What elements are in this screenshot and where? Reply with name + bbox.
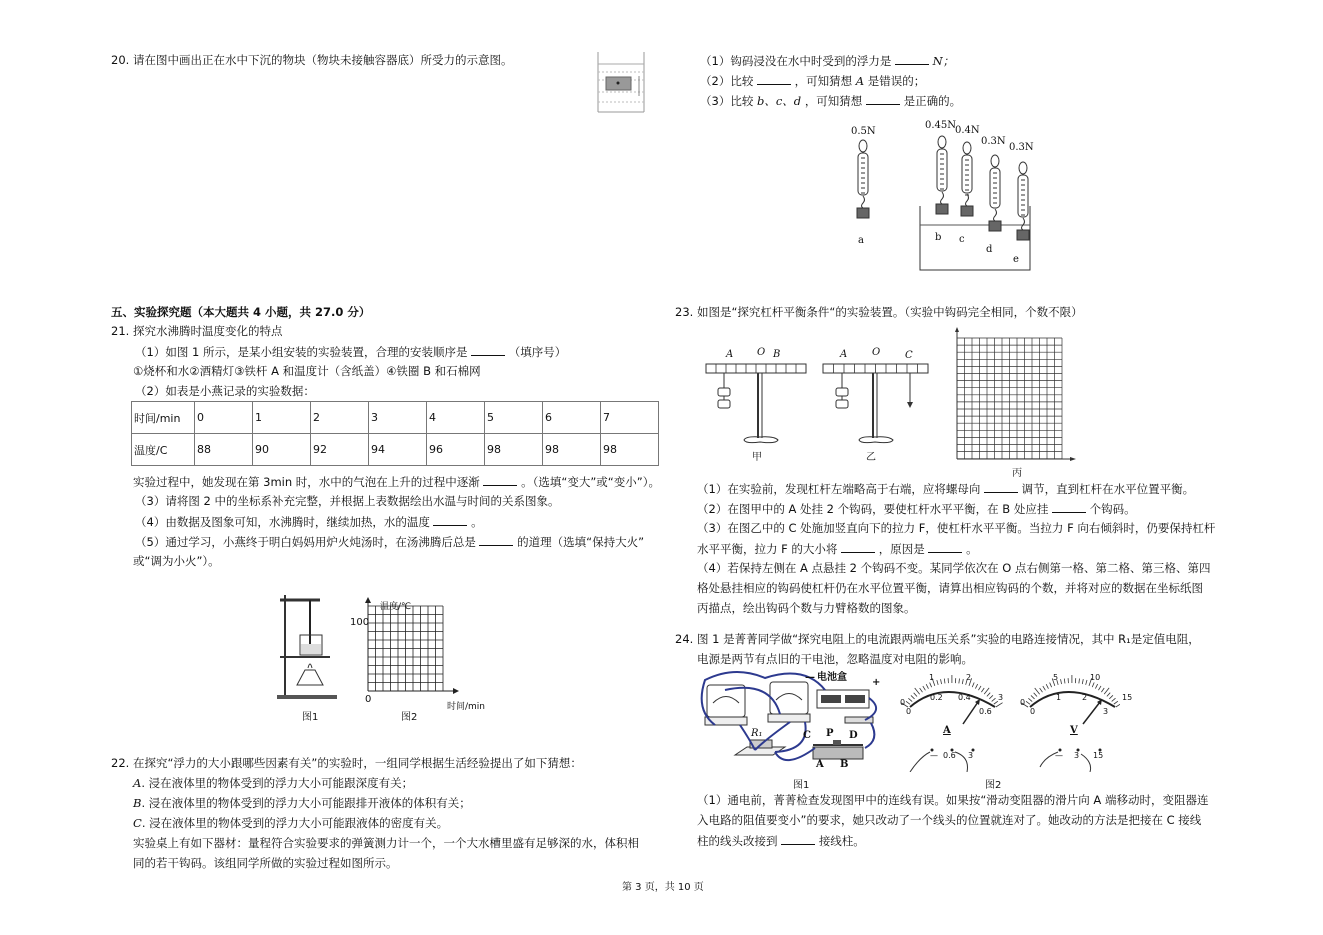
voltmeter-needle (1083, 702, 1100, 724)
r1-label: R₁ (751, 728, 763, 739)
page-footer: 第 3 页，共 10 页 (622, 882, 704, 893)
point-C-yi: C (905, 350, 913, 361)
question-text: 在探究“浮力的大小跟哪些因素有关”的实验时，一组同学根据生活经验提出了如下猜想： (132, 756, 582, 770)
voltmeter-label: V (1070, 725, 1078, 736)
volt-top-5: 5 (1053, 673, 1059, 682)
meter-dials (895, 672, 1120, 772)
text: （4）由数据及图象可知，水沸腾时，继续加热，水的温度 (135, 515, 430, 529)
q23-sub4-line1: （4）若保持左侧在 A 点悬挂 2 个钩码不变。某同学依次在 O 点右侧第一格、第二格、第三格、第四 (697, 561, 1211, 575)
q23-sub4-line3: 丙描点，绘出钩码个数与力臂格数的图象。 (697, 601, 916, 615)
table-cell: 98 (485, 434, 543, 466)
answer-blank[interactable] (895, 52, 929, 65)
battery-label: 电池盒 (817, 672, 847, 683)
question-20 (111, 52, 512, 68)
amm-top-0: 0 (900, 698, 906, 707)
text: （2）在图甲中的 A 处挂 2 个钩码，要使杠杆水平平衡，在 B 处应挂 (697, 502, 1049, 516)
text: （1）如图 1 所示，是某小组安装的实验装置，合理的安装顺序是 (135, 345, 468, 359)
q22-sub2 (700, 72, 925, 89)
text: 是正确的。 (903, 94, 962, 108)
terminal-P: P (826, 728, 834, 739)
lever-yi (823, 364, 928, 443)
answer-blank[interactable] (866, 92, 900, 105)
volt-top-10: 10 (1090, 673, 1101, 682)
guess-text: 浸在液体里的物体受到的浮力大小可能跟液体的密度有关。 (149, 816, 449, 830)
guess-text: 浸在液体里的物体受到的浮力大小可能跟深度有关； (148, 776, 414, 790)
fig-jia-caption: 甲 (752, 452, 762, 463)
table-cell: 88 (195, 434, 253, 466)
y-axis-arrow (955, 327, 959, 332)
label-a: a (858, 235, 864, 246)
q22-sub3 (700, 92, 961, 109)
table-row (132, 402, 659, 434)
point-A-jia: A (726, 349, 734, 360)
meter-fig2-caption: 图2 (985, 780, 1002, 791)
x-axis-arrow (453, 688, 459, 694)
text: ，可知猜想 (794, 74, 853, 88)
table-row (132, 434, 659, 466)
voltmeter-body (770, 682, 808, 714)
question-23 (675, 304, 1083, 320)
question-number: 24. (675, 632, 694, 646)
fig-bing-caption: 丙 (1012, 468, 1022, 479)
point-B-jia: B (773, 349, 781, 360)
q21-sub1-options: ①烧杯和水②酒精灯③铁杆 A 和温度计（含纸盖）④铁圈 B 和石棉网 (133, 364, 481, 378)
unit: N； (932, 54, 955, 68)
question-text: 图 1 是菁菁同学做“探究电阻上的电流跟两端电压关系”实验的电路连接情况，其中 R₁是定值电阻， (696, 632, 1200, 646)
text: 。 (966, 542, 978, 556)
spring-scale-figure (845, 118, 1045, 273)
volt-bottom-2: 2 (1082, 693, 1088, 702)
q23-sub4-line2: 格处悬挂相应的钩码使杠杆仍在水平位置平衡，请算出相应钩码的个数，并将对应的数据在坐标纸图 (697, 581, 1203, 595)
text: 的道理（选填“保持大火” (517, 535, 645, 549)
q23-sub3-line2 (697, 540, 978, 557)
reading-c: 0.4N (955, 125, 980, 136)
text: 实验过程中，她发现在第 3min 时，水中的气泡在上升的过程中逐渐 (133, 475, 480, 489)
fig2-caption: 图2 (401, 712, 418, 723)
point-O-jia: O (757, 347, 766, 358)
q21-sub5-line2: 或“调为小火”）。 (133, 554, 220, 568)
variable: A (855, 74, 865, 88)
circuit-figure (695, 670, 890, 775)
label-e: e (1013, 254, 1019, 265)
label-d: d (986, 244, 993, 255)
answer-blank[interactable] (471, 343, 505, 356)
rheostat (813, 747, 863, 759)
amm-top-3: 3 (998, 693, 1004, 702)
guess-key: B (133, 796, 142, 810)
q21-sub4 (135, 513, 483, 530)
table-cell: 4 (427, 402, 485, 434)
table-cell: 92 (311, 434, 369, 466)
sinking-block-figure (596, 52, 648, 114)
volt-top-15: 15 (1122, 693, 1133, 702)
text: 是错误的； (867, 74, 926, 88)
spring-scale (1017, 162, 1029, 240)
text: ，原因是 (878, 542, 925, 556)
row-header: 时间/min (132, 402, 195, 434)
origin-tick: 0 (365, 694, 372, 705)
guess-text: 浸在液体里的物体受到的浮力大小可能跟排开液体的体积有关； (148, 796, 471, 810)
equipment-line1: 实验桌上有如下器材：量程符合实验要求的弹簧测力计一个，一个大水槽里盛有足够深的水，体积相 (133, 836, 639, 850)
text: （填序号） (508, 345, 567, 359)
x-axis-label: 时间/min (447, 702, 486, 712)
terminal-A: A (816, 759, 824, 770)
y-axis-arrow (365, 597, 371, 603)
circuit-fig1-caption: 图1 (793, 780, 810, 791)
x-axis-arrow (1070, 457, 1076, 461)
guess-key: C (133, 816, 142, 830)
amm-bottom-3: 0.6 (979, 707, 992, 716)
boiling-apparatus-figure (275, 590, 350, 705)
text: 水平平衡，拉力 F 的大小将 (697, 542, 838, 556)
guess-b: B. 浸在液体里的物体受到的浮力大小可能跟排开液体的体积有关； (133, 796, 471, 810)
fig1-caption: 图1 (302, 712, 319, 723)
text: （2）比较 (700, 74, 754, 88)
lever-figures (698, 340, 938, 460)
answer-blank[interactable] (757, 72, 791, 85)
volt-bottom-0: 0 (1030, 707, 1036, 716)
amm-bottom-2: 0.4 (958, 693, 971, 702)
ammeter-label: A (943, 725, 951, 736)
volt-bottom-3: 3 (1103, 707, 1109, 716)
amm-top-2: 2 (966, 673, 972, 682)
volt-bottom-1: 1 (1056, 693, 1062, 702)
hook-weight (961, 206, 973, 216)
label-c: c (959, 234, 965, 245)
answer-blank[interactable] (483, 473, 517, 486)
table-cell: 90 (253, 434, 311, 466)
q23-sub3-line1: （3）在图乙中的 C 处施加竖直向下的拉力 F，使杠杆水平平衡。当拉力 F 向右倾斜时，仍要保持杠杆 (697, 521, 1216, 535)
text: （3）比较 (700, 94, 754, 108)
hook-weight (989, 221, 1001, 231)
reading-a: 0.5N (851, 126, 876, 137)
table-cell: 0 (195, 402, 253, 434)
table-cell: 6 (543, 402, 601, 434)
guess-c: C. 浸在液体里的物体受到的浮力大小可能跟液体的密度有关。 (133, 816, 449, 830)
table-cell: 3 (369, 402, 427, 434)
text: （1）钩码浸没在水中时受到的浮力是 (700, 54, 892, 68)
spring-scale (989, 155, 1001, 231)
question-24 (675, 631, 1200, 647)
battery-minus: — (805, 672, 815, 683)
answer-blank[interactable] (1052, 500, 1086, 513)
volt-terminal-15: 15 (1093, 751, 1104, 760)
question-number: 23. (675, 305, 694, 319)
reading-e: 0.3N (1009, 142, 1034, 153)
lever-jia (706, 364, 806, 443)
q21-sub5 (135, 533, 644, 550)
equipment-line2: 同的若干钩码。该组同学所做的实验过程如图所示。 (133, 856, 398, 870)
battery-plus: + (872, 677, 881, 688)
q24-sub1-line3 (697, 832, 865, 849)
y-axis-max-tick: 100 (350, 617, 370, 628)
table-cell: 98 (543, 434, 601, 466)
q21-after-table (133, 473, 660, 490)
graph-paper-bing (952, 326, 1082, 466)
answer-blank[interactable] (479, 533, 513, 546)
text: 。 (471, 515, 483, 529)
answer-blank[interactable] (433, 513, 467, 526)
q24-sub1-line1: （1）通电前，菁菁检查发现图甲中的连线有误。如果按“滑动变阻器的滑片向 A 端移动时，变阻器连 (697, 793, 1209, 807)
terminal-D: D (849, 730, 858, 741)
terminal-C: C (803, 730, 811, 741)
table-cell: 94 (369, 434, 427, 466)
answer-blank[interactable] (781, 832, 815, 845)
table-cell: 96 (427, 434, 485, 466)
amm-terminal-neg: — (930, 751, 938, 760)
answer-blank[interactable] (984, 480, 1018, 493)
guess-key: A (133, 776, 142, 790)
amm-bottom-1: 0.2 (930, 693, 943, 702)
question-number: 22. (111, 756, 130, 770)
question-21 (111, 323, 282, 339)
volt-terminal-neg: — (1055, 751, 1063, 760)
answer-blank[interactable] (841, 540, 875, 553)
reading-b: 0.45N (925, 120, 957, 131)
question-number: 20. (111, 53, 130, 67)
terminal-B: B (840, 759, 849, 770)
row-header: 温度/C (132, 434, 195, 466)
point-A-yi: A (840, 349, 848, 360)
amm-terminal-3: 3 (968, 751, 974, 760)
ammeter-needle (963, 702, 978, 724)
table-cell: 98 (601, 434, 659, 466)
q23-sub2 (697, 500, 1136, 517)
volt-top-0: 0 (1020, 698, 1026, 707)
label-b: b (935, 232, 942, 243)
table-cell: 2 (311, 402, 369, 434)
text: 个钩码。 (1089, 502, 1136, 516)
question-22 (111, 755, 582, 771)
table-cell: 5 (485, 402, 543, 434)
spring-scale (961, 142, 973, 216)
temperature-grid (345, 595, 495, 710)
section-heading: 五、实验探究题（本大题共 4 小题，共 27.0 分） (111, 305, 371, 319)
text: 柱的线头改接到 (697, 834, 778, 848)
answer-blank[interactable] (928, 540, 962, 553)
q23-sub1 (697, 480, 1194, 497)
q24-intro-line2: 电源是两节有点旧的干电池，忽略温度对电阻的影响。 (697, 652, 973, 666)
question-text: 如图是“探究杠杆平衡条件“的实验装置。（实验中钩码完全相同，个数不限） (696, 305, 1083, 319)
text: （5）通过学习，小燕终于明白妈妈用炉火炖汤时，在汤沸腾后总是 (135, 535, 476, 549)
hook-weight (857, 208, 869, 218)
hook-weight (1017, 230, 1029, 240)
q21-sub2: （2）如表是小燕记录的实验数据： (135, 384, 315, 398)
reading-d: 0.3N (981, 136, 1006, 147)
spring-scale (857, 140, 869, 218)
variables: b、c、d (756, 94, 802, 108)
question-number: 21. (111, 324, 130, 338)
fig-yi-caption: 乙 (866, 452, 876, 463)
amm-bottom-0: 0 (906, 707, 912, 716)
table-cell: 7 (601, 402, 659, 434)
point-O-yi: O (872, 347, 881, 358)
data-table (131, 401, 659, 466)
q24-sub1-line2: 入电路的阻值要变小”的要求，她只改动了一个线头的位置就连对了。她改动的方法是把接在 C 接线 (697, 813, 1202, 827)
question-text: 请在图中画出正在水中下沉的物块（物块未接触容器底）所受力的示意图。 (132, 53, 513, 67)
q22-sub1 (700, 52, 954, 69)
table-cell: 1 (253, 402, 311, 434)
hook-weight (936, 204, 948, 214)
text: 。（选填“变大”或“变小”）。 (521, 475, 660, 489)
question-title: 探究水沸腾时温度变化的特点 (132, 324, 283, 338)
guess-a: A. 浸在液体里的物体受到的浮力大小可能跟深度有关； (133, 776, 414, 790)
text: 接线柱。 (818, 834, 865, 848)
text: 调节，直到杠杆在水平位置平衡。 (1021, 482, 1195, 496)
volt-terminal-3: 3 (1074, 751, 1080, 760)
q21-sub3: （3）请将图 2 中的坐标系补充完整，并根据上表数据绘出水温与时间的关系图象。 (135, 494, 560, 508)
spring-scale (936, 136, 948, 214)
amm-terminal-0.6: 0.6 (943, 751, 956, 760)
y-axis-label: 温度/℃ (380, 602, 412, 612)
text: （1）在实验前，发现杠杆左端略高于右端，应将螺母向 (697, 482, 981, 496)
q21-sub1 (135, 343, 566, 360)
text: ，可知猜想 (804, 94, 863, 108)
amm-top-1: 1 (929, 673, 935, 682)
